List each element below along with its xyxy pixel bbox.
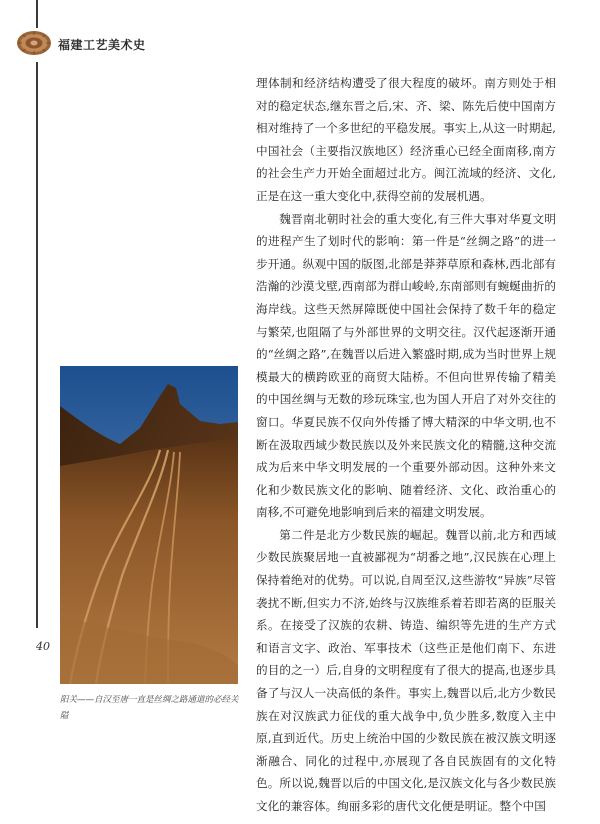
- bronze-mirror-emblem-icon: [16, 30, 52, 56]
- paragraph: 魏晋南北朝时社会的重大变化,有三件大事对华夏文明的进程产生了划时代的影响：第一件是“丝绸之路”的进一步开通。纵观中国的版图,北部是莽莽草原和森林,西北部有浩瀚的沙漠戈壁,西南部为群山峻岭,东南部则有蜿蜒曲折的海岸线。这些天然屏障既使中国社会保持了数千年的稳定与繁荣,也阻隔了与外部世界的文明交往。汉代起逐渐开通的“丝绸之路”,在魏晋以后进入繁盛时期,成为当时世界上规模最大的横跨欧亚的商贸大陆桥。不但向世界传输了精美的中国丝绸与无数的珍玩珠宝,也为国人开启了对外交往的窗口。华夏民族不仅向外传播了博大精深的中华文明,也不断在汲取西域少数民族以及外来民族文化的精髓,这种交流成为后来中华文明发展的一个重要外部动因。这种外来文化和少数民族文化的影响、随着经济、文化、政治重心的南移,不可避免地影响到后来的福建文明发展。: [256, 211, 556, 520]
- book-title: 福建工艺美术史: [58, 38, 146, 52]
- paragraph: 第二件是北方少数民族的崛起。魏晋以前,北方和西域少数民族聚居地一直被鄙视为“胡番之地”,汉民族在心理上保持着绝对的优势。可以说,自周至汉,这些游牧“异族”尽管袭扰不断,但实力不济,始终与汉族维系着若即若离的臣服关系。在接受了汉族的农耕、铸造、编织等先进的生产方式和语言文字、政治、军事技术（这些正是他们南下、东进的目的之一）后,自身的文明程度有了很大的提高,也逐步具备了与汉人一决高低的条件。事实上,魏晋以后,北方少数民族在对汉族武力征伐的重大战争中,负少胜多,数度入主中原,直到近代。历史上统治中国的少数民族在被汉族文明逐渐融合、同化的过程中,亦展现了各自民族固有的文化特色。所以说,魏晋以后的中国文化,是汉族文化与各少数民族文化的兼容体。绚丽多彩的唐代文化便是明证。整个中国: [256, 527, 556, 813]
- top-vertical-rule: [36, 0, 38, 28]
- page-number: 40: [36, 640, 50, 653]
- body-text: [256, 72, 556, 818]
- paragraph: 理体制和经济结构遭受了很大程度的破坏。南方则处于相对的稳定状态,继东晋之后,宋、齐、梁、陈先后使中国南方相对维持了一个多世纪的平稳发展。事实上,从这一时期起,中国社会（主要指汉族地区）经济重心已经全面南移,南方的社会生产力开始全面超过北方。闽江流域的经济、文化,正是在这一重大变化中,获得空前的发展机遇。: [256, 76, 556, 203]
- yangguan-desert-photo: [60, 366, 238, 684]
- photo-caption: 阳关——自汉至唐一直是丝绸之路通道的必经关隘: [60, 695, 239, 721]
- side-vertical-rule: [36, 62, 38, 628]
